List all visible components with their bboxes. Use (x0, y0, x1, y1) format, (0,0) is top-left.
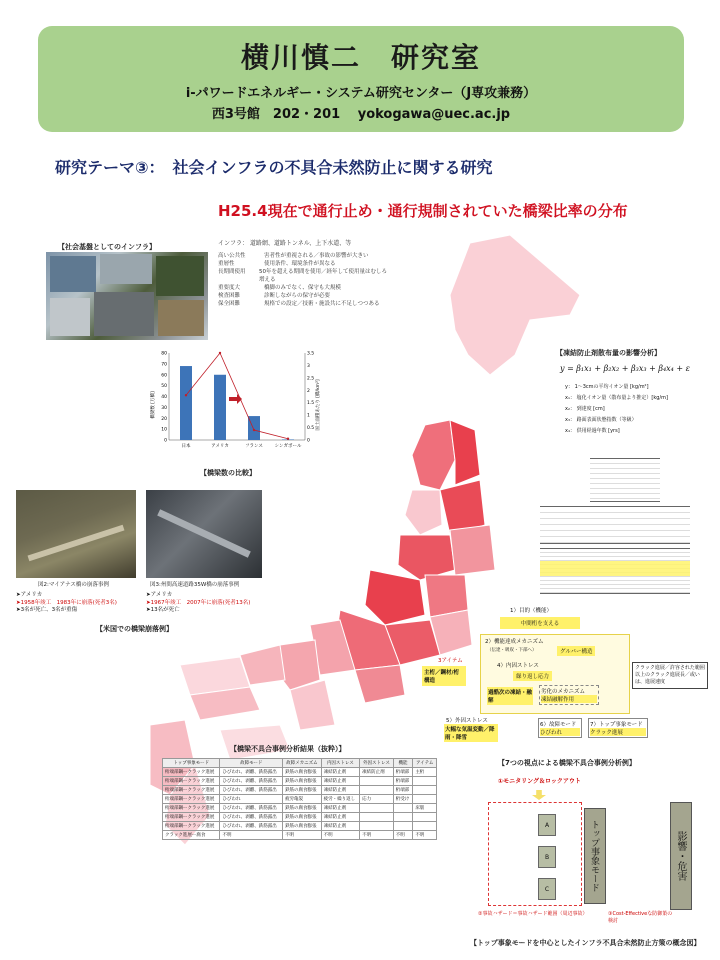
address: 西3号館 202・201 yokogawa@uec.ac.jp (211, 107, 511, 122)
table-row (163, 804, 437, 813)
table-cell: 桁受け (393, 795, 413, 804)
fta-hazard-frame (488, 802, 582, 906)
collapse-photo-1 (16, 490, 136, 578)
table-cell: 疲労亀裂 (283, 795, 322, 804)
case2-victims: ➤13名が死亡 (146, 607, 180, 614)
chart-category-label: シンガポール (274, 444, 302, 449)
infra-attr (218, 261, 388, 269)
regression-vars (565, 382, 668, 437)
results-caption: 【橋梁不具合事例分析結果（抜粋）】 (230, 745, 346, 753)
infra-attr (218, 293, 388, 301)
function-tag: グルバー構造 (557, 646, 595, 656)
infra-attr-key: 高い公共性 (218, 253, 246, 259)
lab-name: 横川慎二 研究室 (240, 41, 481, 74)
infra-attr-value: 害者性が重視される／事故の影響が大きい (264, 253, 369, 259)
table-cell: 不明 (393, 831, 413, 840)
table-cell: 凍結防止剤 (321, 777, 360, 786)
table-cell: ひびわれ、剥離、鉄筋露出 (220, 768, 283, 777)
regression-formula: y = β₁x₁ + β₂x₂ + β₃x₃ + β₄x₄ + ε (560, 364, 690, 373)
table-row (163, 822, 437, 831)
infra-attr-value: 使用条件、環境条件が異なる (264, 260, 336, 267)
table-cell: 桁端部鋼ークラック進展 (163, 768, 220, 777)
chart-ytick-label: 40 (161, 395, 167, 400)
fta-diagram (476, 772, 706, 934)
table-cell (360, 786, 394, 795)
infra-attr-value: 50年を超える期間を使用／経年して使用量はむしろ増える (259, 268, 388, 283)
regression-anova-table (540, 506, 690, 544)
results-header-cell: 故障メカニズム (283, 759, 322, 768)
table-cell: 不明 (220, 831, 283, 840)
chart-line-point (219, 352, 221, 354)
external-label: 5）外因ストレス (446, 718, 488, 724)
results-header-cell: 外因ストレス (360, 759, 394, 768)
chart-ylabel-right: 国土面積あたり [橋/km²] (316, 379, 321, 431)
case2-list (146, 592, 250, 615)
table-cell: 桁端部 (393, 768, 413, 777)
table-cell: 凍結防止剤 (321, 768, 360, 777)
purpose-label: 1）目的（機能） (510, 608, 552, 614)
table-cell (393, 822, 413, 831)
table-cell (393, 804, 413, 813)
function-label: 2）機能達成メカニズム (485, 639, 544, 645)
table-cell: 鉄筋の腐食膨張 (283, 786, 322, 795)
results-header-cell: アイテム (413, 759, 437, 768)
regression-summary-table (590, 458, 660, 502)
table-cell: 不明 (283, 831, 322, 840)
table-cell: 床版 (413, 804, 437, 813)
table-row (163, 795, 437, 804)
infra-attr-key: 長期間使用 (218, 268, 246, 275)
table-cell: 不明 (321, 831, 360, 840)
chart-ytick-label: 10 (161, 427, 167, 433)
chart-ytick-label: 70 (161, 362, 167, 368)
table-cell: 桁端部鋼ークラック進展 (163, 795, 220, 804)
case1-list (16, 592, 117, 615)
table-cell (413, 777, 437, 786)
chart-category-label: アメリカ (211, 444, 229, 449)
chart-category-label: 日本 (181, 444, 191, 449)
function-sub: （伝達・吸収・下部へ） (487, 648, 537, 653)
infra-photo-collage (46, 252, 208, 340)
chart-ytick-label: 20 (161, 416, 167, 422)
top-event-note: クラック進展／許容された範囲以上のクラック進展長／或いは、進展速度 (632, 662, 708, 689)
infra-attr-key: 検査困難 (218, 292, 241, 299)
table-cell: 鉄筋の腐食膨張 (283, 813, 322, 822)
item-label: 3アイテム (438, 658, 463, 664)
table-cell: ひびわれ (220, 795, 283, 804)
infra-attr (218, 285, 388, 293)
external-box: 大幅な気温変動／降雨・降雪 (444, 724, 498, 742)
table-cell: ひびわれ、剥離、鉄筋露出 (220, 804, 283, 813)
bridge-chart-caption: 【橋梁数の比較】 (200, 469, 256, 477)
chart-ytick-label: 0 (164, 438, 167, 444)
table-cell: 凍結防止剤 (321, 822, 360, 831)
table-cell: 鉄筋の腐食膨張 (283, 804, 322, 813)
infra-attr-value: 橋脚のみでなく、保守も大規模 (264, 284, 341, 291)
results-header-cell: 故障モード (220, 759, 283, 768)
mech1-box: 過酷次の凍結・融解 (487, 687, 533, 705)
table-cell: クラック進展ー腐食 (163, 831, 220, 840)
infra-attr-key: 重層性 (218, 260, 235, 267)
table-cell (360, 777, 394, 786)
infra-attr (218, 301, 388, 309)
item-box: 主桁／鋼材/桁構造 (422, 666, 466, 686)
research-theme: 研究テーマ③： 社会インフラの不具合未然防止に関する研究 (55, 158, 493, 177)
fta-caption: 【トップ事象モードを中心としたインフラ不具合未然防止方策の概念図】 (470, 939, 701, 947)
chart-ylabel-left: 橋梁数 [万橋] (151, 391, 156, 419)
map-title: H25.4現在で通行止め・通行規制されていた橋梁比率の分布 (218, 202, 628, 220)
infra-attributes (218, 253, 388, 309)
table-row (163, 786, 437, 795)
table-cell: 鉄筋の腐食膨張 (283, 777, 322, 786)
center-name: i-パワードエネルギー・システム研究センター（J専攻兼務） (185, 86, 537, 101)
failure-mode-box: 6）故障モード ひびわれ (538, 718, 582, 738)
chart-arrow-icon (229, 394, 242, 404)
results-header-cell: 機能 (393, 759, 413, 768)
results-header-row (163, 759, 437, 768)
regression-title: 【凍結防止剤散布量の影響分析】 (556, 349, 661, 357)
table-row (163, 768, 437, 777)
chart-bar (180, 366, 192, 440)
var-row: x₃： 路面表面状態指数（等級） (565, 417, 637, 423)
infra-attr-key: 重要度大 (218, 284, 241, 291)
table-cell (360, 813, 394, 822)
case1-victims: ➤3名が死亡、3名が重傷 (16, 607, 78, 614)
table-cell: ひびわれ、剥離、鉄筋露出 (220, 786, 283, 795)
table-row (163, 777, 437, 786)
chart-ytick-right-label: 0.5 (307, 426, 315, 432)
infra-attr-value: 規格での設定／技術・施設共に不足しつつある (264, 300, 380, 307)
chart-ytick-right-label: 2 (307, 388, 310, 394)
table-cell: ひびわれ、剥離、鉄筋露出 (220, 822, 283, 831)
var-row: y： 1～3cmの平均イオン量 [kg/m²] (565, 384, 649, 390)
chart-ytick-right-label: 3.5 (307, 351, 315, 357)
fta-countermeasure-label: ③Cost-Effectiveな防御策の検討 (608, 911, 673, 924)
table-cell: 桁端部 (393, 786, 413, 795)
table-cell: 主桁 (413, 768, 437, 777)
photo2-caption: 図3:州間高速道路35W橋の崩落事例 (150, 582, 240, 588)
fta-impact: 影響・危害 (670, 802, 692, 910)
mech2-box: 劣化のメカニズム 凍結融解作用 (539, 685, 599, 705)
table-cell: 桁端部鋼ークラック進展 (163, 813, 220, 822)
table-cell: 桁端部 (393, 777, 413, 786)
chart-ytick-right-label: 0 (307, 438, 310, 444)
table-cell: 鉄筋の腐食膨張 (283, 768, 322, 777)
table-cell (413, 786, 437, 795)
table-cell: 桁端部鋼ークラック進展 (163, 822, 220, 831)
infra-heading: インフラ： 道路網、道路トンネル、上下水道、等 (218, 240, 352, 247)
table-cell: 疲労・繰り返し (321, 795, 360, 804)
chart-line-point (185, 394, 187, 396)
table-cell: 不明 (360, 831, 394, 840)
var-row: x₂： 到達度 [cm] (565, 406, 605, 412)
regression-coef-table (540, 548, 690, 594)
function-box (480, 634, 630, 714)
chart-line-point (287, 438, 289, 440)
chart-bar (214, 375, 226, 440)
collapse-photo-2 (146, 490, 262, 578)
infra-attr (218, 269, 388, 285)
table-cell: ひびわれ、剥離、鉄筋露出 (220, 813, 283, 822)
stress-label: 4）内因ストレス (497, 663, 539, 669)
bridge-count-chart (145, 345, 325, 460)
chart-ytick-right-label: 1.5 (307, 401, 315, 407)
chart-line-point (253, 429, 255, 431)
fta-node-b: B (538, 846, 556, 868)
mechanism-caption: 【7つの視点による橋梁不具合事例分析例】 (498, 759, 636, 767)
case2-country: ➤アメリカ (146, 592, 173, 598)
table-cell: 凍結防止剤 (360, 768, 394, 777)
fta-monitor-label: ①モニタリング＆ロックアウト (498, 778, 581, 785)
case1-date: ➤1958年竣工 1983年に崩落(死者3名) (16, 599, 117, 606)
infra-attr-key: 保全困難 (218, 300, 241, 307)
chart-ytick-label: 80 (161, 351, 167, 357)
infra-attr-value: 診断しながらの保守が必要 (264, 292, 331, 299)
results-header-cell: 内因ストレス (321, 759, 360, 768)
table-cell: 凍結防止剤 (321, 813, 360, 822)
photo1-caption: 図2:マイアナス橋の崩落事例 (38, 582, 109, 588)
table-row (163, 831, 437, 840)
table-cell: 凍結防止剤 (321, 786, 360, 795)
fta-hazard-label: ②事故ハザード＝事故ハザード範囲（周辺事故） (478, 911, 588, 917)
table-cell (413, 795, 437, 804)
fta-node-a: A (538, 814, 556, 836)
chart-ytick-label: 30 (161, 405, 167, 411)
stress-box: 繰り返し応力 (513, 671, 552, 681)
infra-attr (218, 253, 388, 261)
table-cell (360, 804, 394, 813)
fta-node-c: C (538, 878, 556, 900)
purpose-box: 中間桁を支える (500, 617, 580, 629)
table-cell (360, 822, 394, 831)
chart-ytick-right-label: 2.5 (307, 376, 315, 382)
table-cell: 桁端部鋼ークラック進展 (163, 777, 220, 786)
chart-ytick-right-label: 3 (307, 363, 310, 369)
var-row: x₁： 塩化イオン量（散布量より推定）[kg/m] (565, 395, 668, 401)
case1-country: ➤アメリカ (16, 592, 43, 598)
table-cell: ひびわれ、剥離、鉄筋露出 (220, 777, 283, 786)
table-cell: 凍結防止剤 (321, 804, 360, 813)
table-row (163, 813, 437, 822)
collapse-section-title: 【米国での橋梁崩落例】 (96, 625, 173, 633)
chart-ytick-label: 60 (161, 373, 167, 379)
table-cell: 鉄筋の腐食膨張 (283, 822, 322, 831)
case2-date: ➤1967年竣工 2007年に崩落(死者13名) (146, 599, 251, 606)
table-cell: 不明 (413, 831, 437, 840)
results-header-cell: トップ事象モード (163, 759, 220, 768)
table-cell: 桁端部鋼ークラック進展 (163, 804, 220, 813)
chart-ytick-label: 50 (161, 384, 167, 390)
chart-category-label: フランス (245, 444, 263, 449)
chart-ytick-right-label: 1 (307, 413, 310, 419)
var-row: x₄： 供用経過年数 [yrs] (565, 428, 620, 434)
results-table (162, 758, 437, 840)
table-cell (413, 822, 437, 831)
table-cell (393, 813, 413, 822)
header-banner (38, 26, 684, 132)
table-cell (413, 813, 437, 822)
infra-title: 【社会基盤としてのインフラ】 (58, 243, 156, 251)
fta-top-event: トップ事象モード (584, 808, 606, 904)
mechanism-diagram (420, 606, 710, 746)
table-cell: 応力 (360, 795, 394, 804)
table-cell: 桁端部鋼ークラック進展 (163, 786, 220, 795)
top-event-box: 7）トップ事象モード クラック進展 (588, 718, 648, 738)
